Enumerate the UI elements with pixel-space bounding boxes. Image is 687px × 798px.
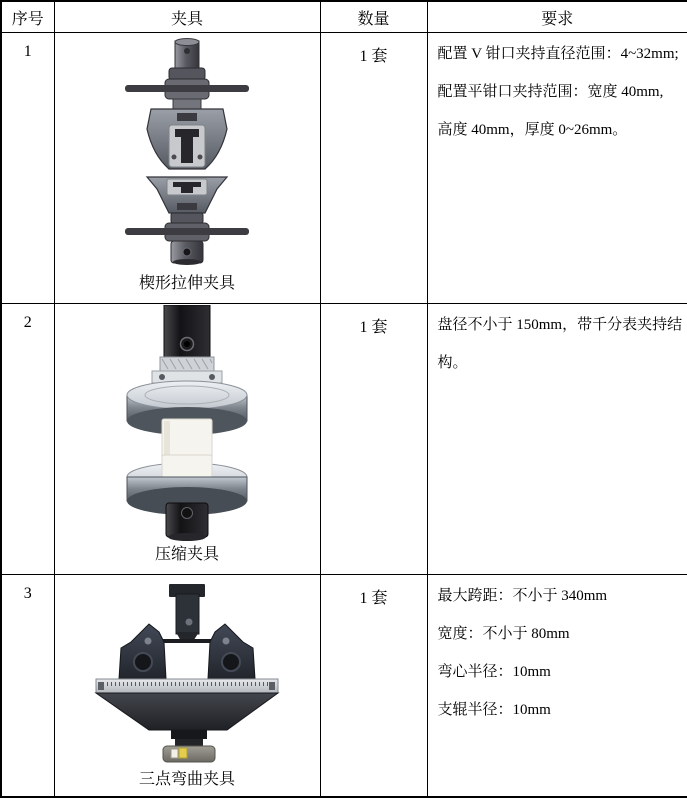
requirement-line: 弯心半径：10mm xyxy=(437,664,551,680)
row3-fixture-cell xyxy=(54,575,320,798)
header-qty: 数量 xyxy=(320,1,427,33)
row1-fixture-caption: 楔形拉伸夹具 xyxy=(138,275,235,292)
header-row xyxy=(1,1,687,33)
requirement-line: 配置平钳口夹持范围：宽度 40mm, xyxy=(437,84,664,100)
row3-fixture-caption: 三点弯曲夹具 xyxy=(138,771,235,788)
row2-qty: 1 套 xyxy=(320,304,427,575)
row2-number: 2 xyxy=(1,304,54,575)
requirement-line: 配置 V 钳口夹持直径范围：4~32mm; xyxy=(437,46,679,62)
header-req: 要求 xyxy=(427,1,687,33)
three-point-bend-fixture-photo xyxy=(91,578,283,764)
requirement-line: 高度 40mm，厚度 0~26mm。 xyxy=(437,122,628,138)
table-row-3 xyxy=(1,575,687,798)
requirement-line: 构。 xyxy=(437,355,468,371)
row2-fixture-cell xyxy=(54,304,320,575)
row1-fixture-cell xyxy=(54,33,320,304)
compression-fixture-photo xyxy=(124,305,250,543)
row1-qty: 1 套 xyxy=(320,33,427,304)
row2-requirements xyxy=(427,304,687,575)
table-row-1 xyxy=(1,33,687,304)
requirement-line: 最大跨距：不小于 340mm xyxy=(437,588,608,604)
row2-fixture-caption: 压缩夹具 xyxy=(154,546,219,563)
requirement-line: 宽度：不小于 80mm xyxy=(437,626,570,642)
row1-requirements xyxy=(427,33,687,304)
row3-requirements xyxy=(427,575,687,798)
row3-number: 3 xyxy=(1,575,54,798)
table-row-2 xyxy=(1,304,687,575)
header-no: 序号 xyxy=(1,1,54,33)
requirement-line: 支辊半径：10mm xyxy=(437,702,551,718)
header-fixture: 夹具 xyxy=(54,1,320,33)
row1-number: 1 xyxy=(1,33,54,304)
requirement-line: 盘径不小于 150mm，带千分表夹持结 xyxy=(437,317,683,333)
wedge-tensile-fixture-photo xyxy=(121,37,253,265)
row3-qty: 1 套 xyxy=(320,575,427,798)
